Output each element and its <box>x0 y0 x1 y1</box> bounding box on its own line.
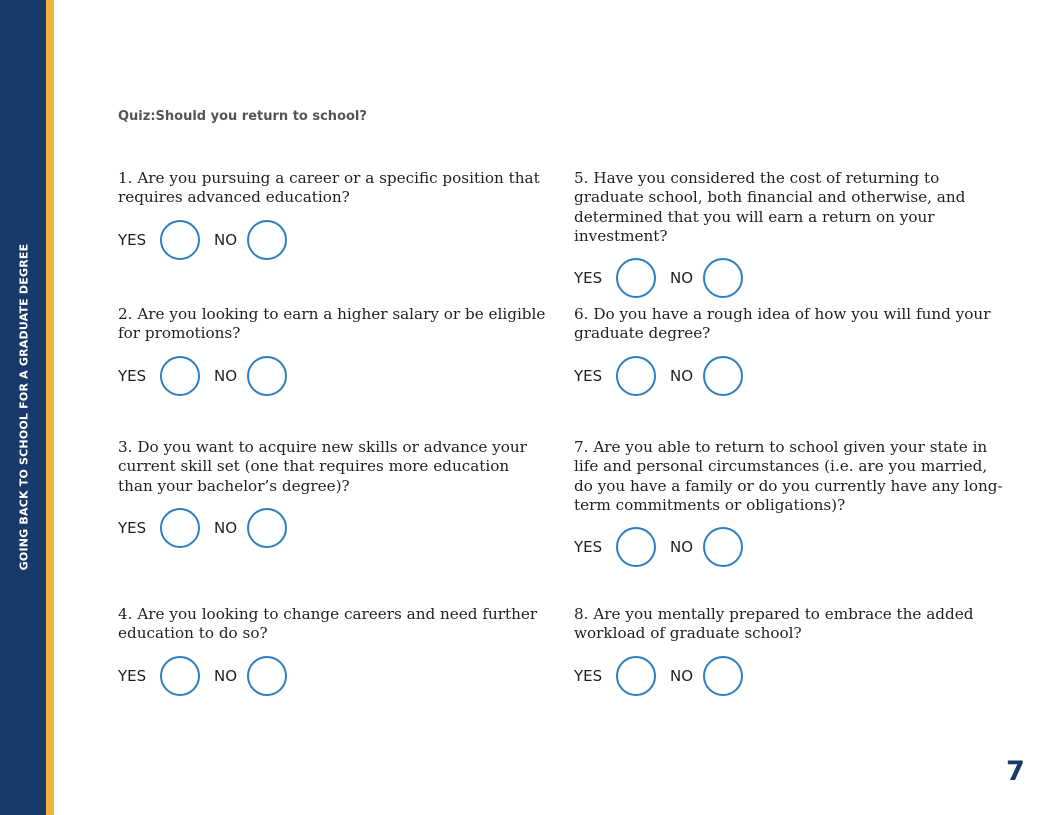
answer-row <box>118 355 548 397</box>
yes-label: YES <box>118 230 147 249</box>
answer-row <box>574 257 1010 299</box>
question-text: 3. Do you want to acquire new skills or advance your current skill set (one that requires more education than your bachelor’s degree)? <box>118 438 527 495</box>
no-label: NO <box>670 366 694 385</box>
no-circle[interactable] <box>247 508 287 548</box>
no-circle[interactable] <box>247 656 287 696</box>
sidebar-title: GOING BACK TO SCHOOL FOR A GRADUATE DEGREE <box>17 243 31 571</box>
no-label: NO <box>214 666 238 685</box>
yes-circle[interactable] <box>616 258 656 298</box>
no-label: NO <box>214 230 238 249</box>
yes-label: YES <box>118 366 147 385</box>
no-label: NO <box>670 666 694 685</box>
question-7 <box>574 438 1010 568</box>
question-text: 5. Have you considered the cost of returning to graduate school, both financial and otherwise, and determined that you will earn a return on your investment? <box>574 169 966 245</box>
no-label: NO <box>670 538 694 557</box>
answer-row <box>574 655 1010 697</box>
yes-circle[interactable] <box>160 356 200 396</box>
answer-row <box>118 655 548 697</box>
yes-label: YES <box>118 666 147 685</box>
answer-row <box>574 526 1010 568</box>
no-label: NO <box>214 518 238 537</box>
yes-label: YES <box>574 366 603 385</box>
question-2 <box>118 305 548 397</box>
question-text: 2. Are you looking to earn a higher salary or be eligible for promotions? <box>118 305 546 343</box>
yes-circle[interactable] <box>160 508 200 548</box>
no-circle[interactable] <box>703 356 743 396</box>
question-text: 4. Are you looking to change careers and need further education to do so? <box>118 605 538 643</box>
question-1 <box>118 169 548 261</box>
question-text: 6. Do you have a rough idea of how you will fund your graduate degree? <box>574 305 991 343</box>
yes-label: YES <box>118 518 147 537</box>
quiz-title: Quiz:Should you return to school? <box>118 109 367 124</box>
yes-circle[interactable] <box>160 220 200 260</box>
answer-row <box>574 355 1010 397</box>
no-circle[interactable] <box>247 356 287 396</box>
question-3 <box>118 438 548 549</box>
yes-label: YES <box>574 269 603 288</box>
question-5 <box>574 169 1010 299</box>
no-circle[interactable] <box>703 527 743 567</box>
question-text: 1. Are you pursuing a career or a specific position that requires advanced education? <box>118 169 540 207</box>
answer-row <box>118 507 548 549</box>
question-4 <box>118 605 548 697</box>
question-6 <box>574 305 1010 397</box>
yes-label: YES <box>574 538 603 557</box>
no-circle[interactable] <box>247 220 287 260</box>
no-circle[interactable] <box>703 258 743 298</box>
no-label: NO <box>670 269 694 288</box>
yes-circle[interactable] <box>616 527 656 567</box>
no-circle[interactable] <box>703 656 743 696</box>
yes-circle[interactable] <box>616 656 656 696</box>
yes-circle[interactable] <box>616 356 656 396</box>
no-label: NO <box>214 366 238 385</box>
answer-row <box>118 219 548 261</box>
sidebar-stripe <box>46 0 54 815</box>
yes-circle[interactable] <box>160 656 200 696</box>
question-text: 8. Are you mentally prepared to embrace the added workload of graduate school? <box>574 605 974 643</box>
question-8 <box>574 605 1010 697</box>
page-number: 7 <box>1006 756 1025 787</box>
question-text: 7. Are you able to return to school given your state in life and personal circumstances (i.e. are you married, do you have a family or do you currently have any long-term commitments or obligations)? <box>574 438 1003 514</box>
yes-label: YES <box>574 666 603 685</box>
